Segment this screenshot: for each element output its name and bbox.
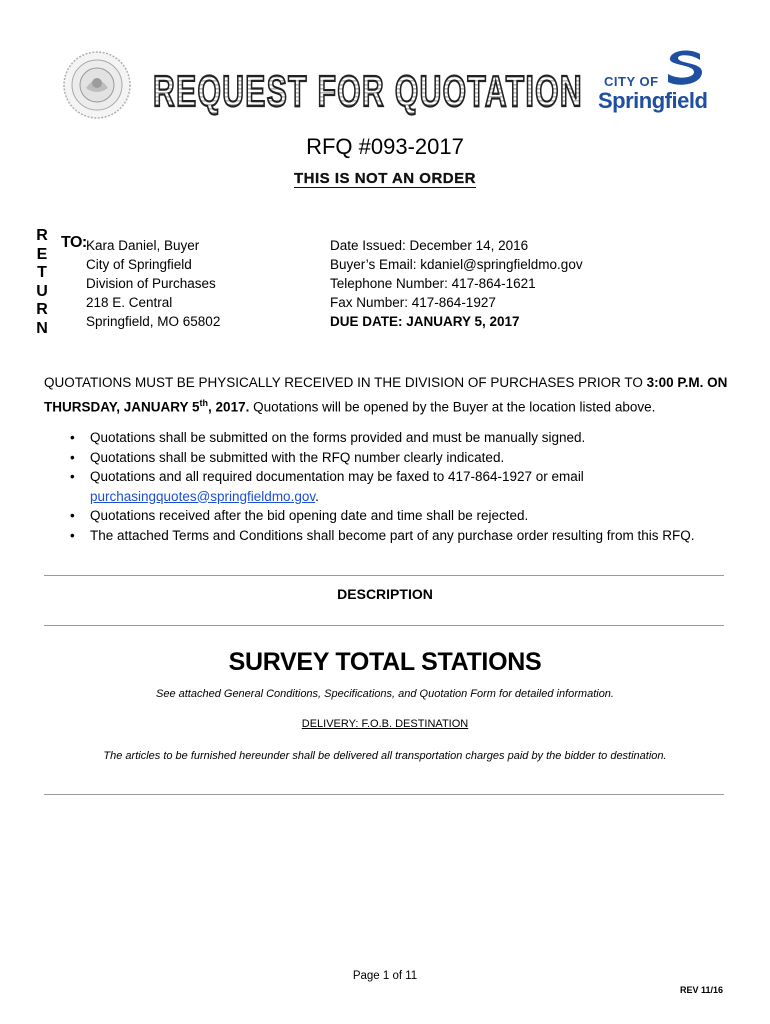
description-heading: DESCRIPTION bbox=[337, 586, 433, 602]
springfield-s-mark-icon bbox=[660, 48, 708, 88]
city-seal-icon bbox=[62, 50, 132, 120]
para-lead: QUOTATIONS MUST BE PHYSICALLY RECEIVED IN THE DIVISION OF PURCHASES PRIOR TO bbox=[44, 375, 647, 390]
logo-city-of: CITY OF bbox=[604, 74, 659, 89]
request-for-quotation-banner bbox=[148, 60, 588, 120]
list-item: • Quotations and all required documentation may be faxed to 417-864-1927 or email purchasingquotes@springfieldmo.gov. bbox=[70, 469, 584, 504]
rfq-number: RFQ #093-2017 bbox=[306, 134, 464, 159]
list-item: • The attached Terms and Conditions shall become part of any purchase order resulting from this RFQ. bbox=[44, 526, 734, 546]
telephone-number: Telephone Number: 417-864-1621 bbox=[330, 276, 536, 291]
purchasing-email-link[interactable]: purchasingquotes@springfieldmo.gov bbox=[90, 488, 316, 504]
return-letter: N bbox=[36, 319, 48, 337]
svg-text:REQUEST FOR QUOTATION: REQUEST FOR QUOTATION bbox=[153, 67, 583, 116]
item-title: SURVEY TOTAL STATIONS bbox=[228, 648, 542, 676]
delivery-terms: DELIVERY: F.O.B. DESTINATION bbox=[301, 718, 469, 730]
para-year: , 2017. bbox=[208, 399, 250, 415]
return-letter: E bbox=[36, 245, 48, 263]
not-an-order-notice: THIS IS NOT AN ORDER bbox=[294, 170, 476, 187]
return-letter: U bbox=[36, 282, 48, 300]
transportation-note: The articles to be furnished hereunder shall be delivered all transportation charges paid by the bidder to destination. bbox=[103, 750, 667, 762]
see-attached-note: See attached General Conditions, Specifications, and Quotation Form for detailed information. bbox=[156, 688, 614, 700]
rfq-contact-info bbox=[330, 236, 583, 331]
bullet-icon: • bbox=[70, 527, 75, 543]
address-line: Springfield, MO 65802 bbox=[86, 314, 221, 329]
logo-city-name: Springfield bbox=[598, 88, 708, 113]
due-date: DUE DATE: JANUARY 5, 2017 bbox=[330, 314, 520, 329]
divider-top bbox=[44, 575, 724, 576]
address-line: Kara Daniel, Buyer bbox=[86, 238, 200, 253]
bullet-icon: • bbox=[70, 508, 75, 523]
list-item: • Quotations shall be submitted on the forms provided and must be manually signed. bbox=[44, 428, 734, 448]
list-item: • Quotations received after the bid opening date and time shall be rejected. bbox=[44, 506, 734, 526]
city-of-springfield-logo bbox=[598, 48, 718, 118]
buyer-email[interactable]: Buyer’s Email: kdaniel@springfieldmo.gov bbox=[330, 257, 583, 272]
address-line: City of Springfield bbox=[86, 257, 192, 272]
buyer-address bbox=[86, 236, 220, 331]
return-letter: R bbox=[36, 227, 48, 244]
return-letter: T bbox=[37, 264, 47, 281]
divider-middle bbox=[44, 625, 724, 626]
para-tail: Quotations will be opened by the Buyer at the location listed above. bbox=[249, 399, 656, 415]
submission-rules-list bbox=[44, 428, 734, 545]
date-issued: Date Issued: December 14, 2016 bbox=[330, 238, 529, 253]
para-deadline-time: 3:00 P.M. ON THURSDAY, JANUARY 5 bbox=[44, 375, 728, 415]
address-line: 218 E. Central bbox=[86, 295, 173, 310]
page-number: Page 1 of 11 bbox=[352, 970, 418, 982]
submission-deadline-paragraph bbox=[44, 372, 734, 418]
to-label: TO: bbox=[61, 234, 87, 251]
fax-number: Fax Number: 417-864-1927 bbox=[330, 295, 496, 310]
bullet-icon: • bbox=[70, 449, 75, 465]
return-letter: R bbox=[36, 301, 48, 318]
revision-label: REV 11/16 bbox=[680, 985, 724, 995]
address-line: Division of Purchases bbox=[86, 276, 216, 291]
list-item: • Quotations shall be submitted with the RFQ number clearly indicated. bbox=[44, 448, 734, 468]
return-vertical-label bbox=[34, 227, 50, 338]
divider-bottom bbox=[44, 794, 724, 795]
para-superscript: th bbox=[199, 398, 209, 408]
bullet-icon: • bbox=[70, 430, 75, 445]
bullet-icon: • bbox=[70, 469, 75, 484]
